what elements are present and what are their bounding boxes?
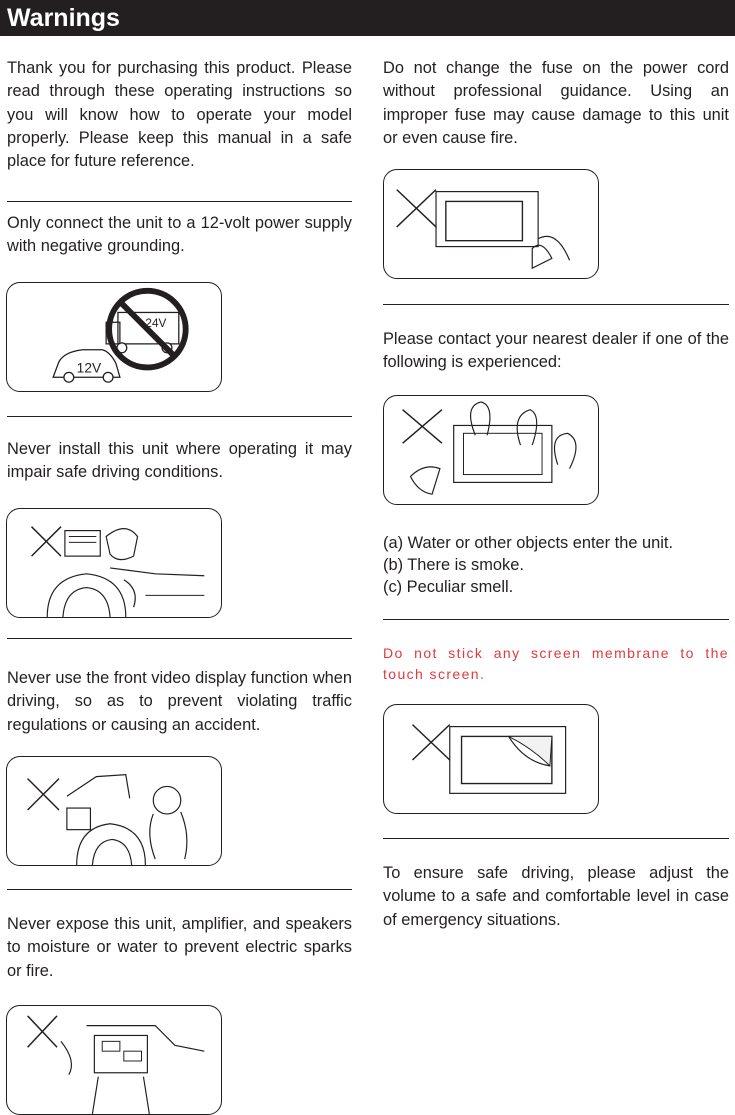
prohibited-membrane-illustration xyxy=(384,705,598,813)
install-warning: Never install this unit where operating it may impair safe driving conditions. xyxy=(7,440,352,482)
intro-text: Thank you for purchasing this product. Please read through these operating instructions so you will know how to operate your model properly. Please keep this manual in a safe place for future reference. xyxy=(7,59,352,171)
divider xyxy=(7,889,352,890)
prohibited-front-video-illustration xyxy=(7,757,221,865)
install-figure xyxy=(6,508,222,618)
membrane-figure xyxy=(383,704,599,814)
divider xyxy=(383,838,729,839)
moisture-warning: Never expose this unit, amplifier, and speakers to moisture or water to prevent electric sparks or fire. xyxy=(7,915,352,980)
prohibited-moisture-illustration xyxy=(7,1006,221,1114)
membrane-warning: Do not stick any screen membrane to the touch screen. xyxy=(383,645,729,682)
dealer-notice: Please contact your nearest dealer if one of the following is experienced: xyxy=(383,330,729,372)
fuse-figure xyxy=(383,169,599,279)
divider xyxy=(383,619,729,620)
truck-24v-label: 24V xyxy=(145,317,167,331)
list-item: (a) Water or other objects enter the unit. xyxy=(383,534,674,552)
dealer-figure xyxy=(383,395,599,505)
front-video-figure xyxy=(6,756,222,866)
page-title: Warnings xyxy=(0,0,735,36)
moisture-figure xyxy=(6,1005,222,1115)
divider xyxy=(7,416,352,417)
smoke-water-smell-illustration xyxy=(384,396,598,504)
prohibited-24v-truck-illustration xyxy=(7,283,221,391)
volume-notice: To ensure safe driving, please adjust the volume to a safe and comfortable level in case of emergency situations. xyxy=(383,864,729,929)
divider xyxy=(7,638,352,639)
dealer-list xyxy=(383,532,729,598)
power-supply-warning: Only connect the unit to a 12-volt power supply with negative grounding. xyxy=(7,214,352,256)
list-item: (b) There is smoke. xyxy=(383,556,524,574)
fuse-warning: Do not change the fuse on the power cord without professional guidance. Using an improper fuse may cause damage to this unit or even cause fire. xyxy=(383,59,729,147)
power-supply-figure xyxy=(6,282,222,392)
car-12v-label: 12V xyxy=(76,360,102,376)
list-item: (c) Peculiar smell. xyxy=(383,578,514,596)
prohibited-install-illustration xyxy=(7,509,221,617)
divider xyxy=(7,201,352,202)
front-video-warning: Never use the front video display function when driving, so as to prevent violating traffic regulations or causing an accident. xyxy=(7,669,352,734)
prohibited-fuse-illustration xyxy=(384,170,598,278)
divider xyxy=(383,304,729,305)
